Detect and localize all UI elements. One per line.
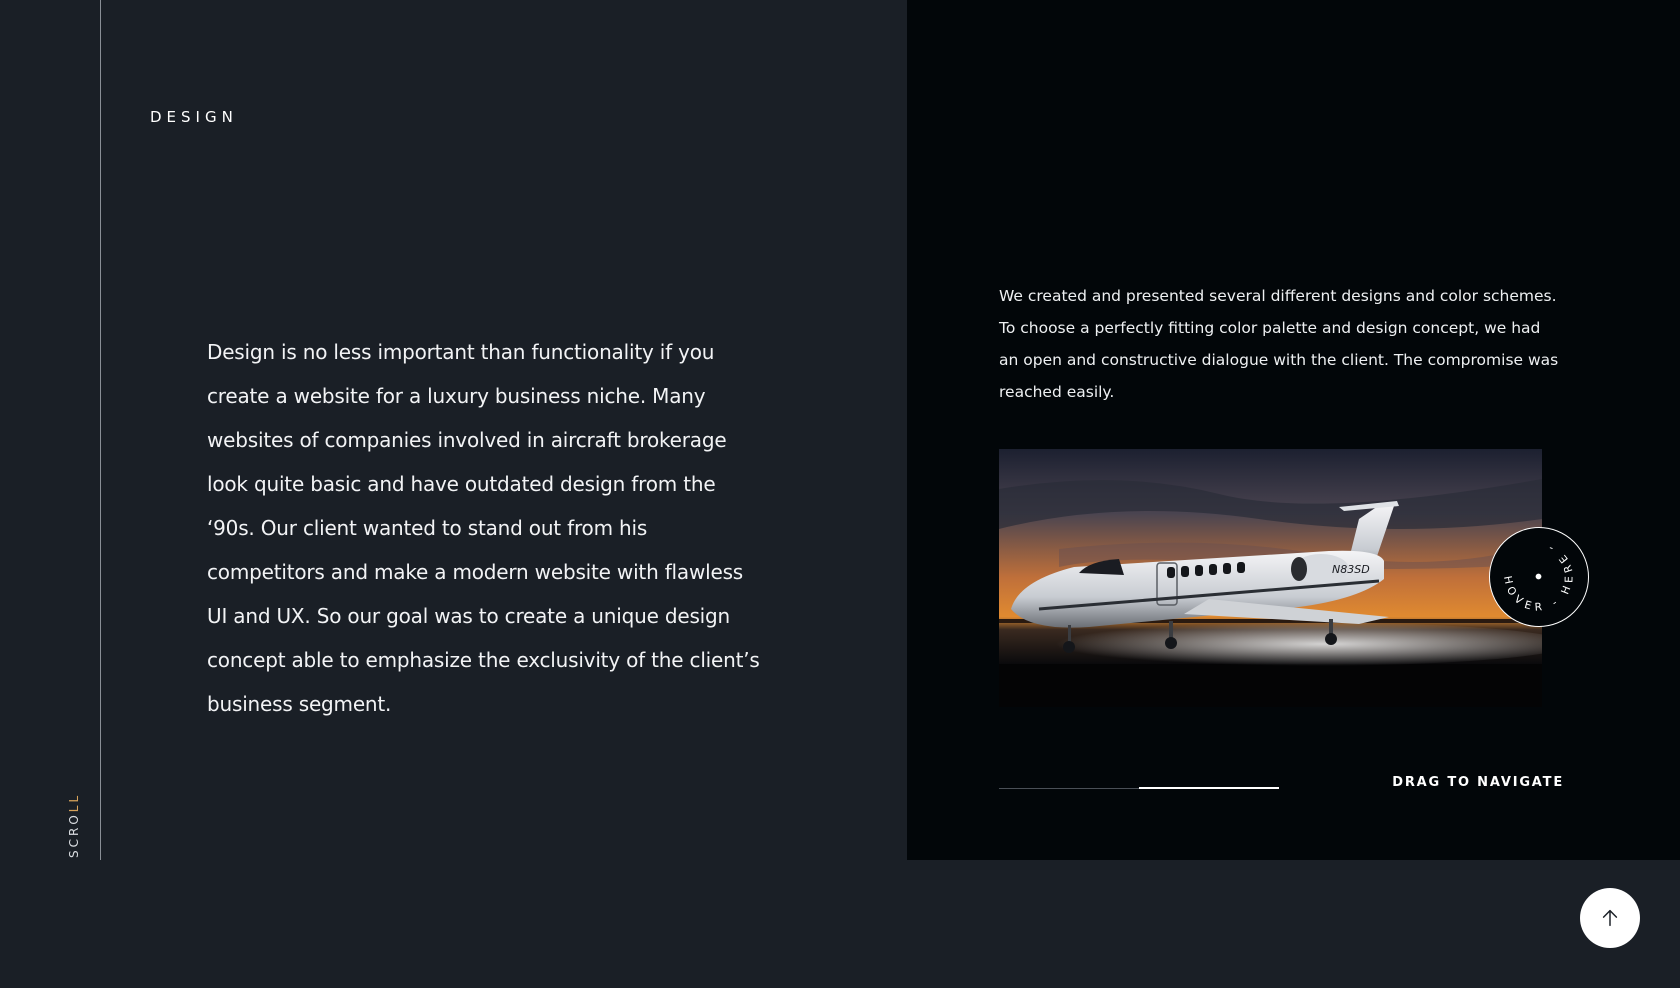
gallery-description: We created and presented several different designs and color schemes. To choose a perfectly fitting color palette and design concept, we had an open and constructive dialogue with the client. The compromise was reached easily. <box>999 287 1559 401</box>
gallery-panel <box>907 0 1680 860</box>
scroll-indicator[interactable] <box>67 793 81 858</box>
jet-illustration <box>999 449 1542 707</box>
jet-image[interactable] <box>999 449 1542 707</box>
hover-badge-dot <box>1536 574 1542 580</box>
hover-badge-ring <box>1490 528 1587 625</box>
hover-badge-text: HOVER - HERE - <box>1500 540 1576 614</box>
arrow-up-icon <box>1599 907 1621 929</box>
design-paragraph: Design is no less important than functionality if you create a website for a luxury business niche. Many websites of companies involved in aircraft brokerage look quite basic and have outdated design from the ‘90s. Our client wanted to stand out from his competitors and make a modern website with flawless UI and UX. So our goal was to create a unique design concept able to emphasize the exclusivity of the client’s business segment. <box>207 340 760 716</box>
hover-badge[interactable] <box>1489 527 1589 627</box>
gallery-slider[interactable] <box>999 788 1279 789</box>
scroll-top-button[interactable] <box>1580 888 1640 948</box>
scroll-label-accent: LL <box>67 792 81 813</box>
slider-thumb[interactable] <box>1139 787 1279 789</box>
drag-hint: DRAG TO NAVIGATE <box>1392 775 1564 790</box>
scroll-label-text: SCRO <box>67 812 81 858</box>
tail-number: N83SD <box>1332 563 1370 576</box>
section-title: DESIGN <box>150 108 238 126</box>
sidebar-divider <box>100 0 101 860</box>
